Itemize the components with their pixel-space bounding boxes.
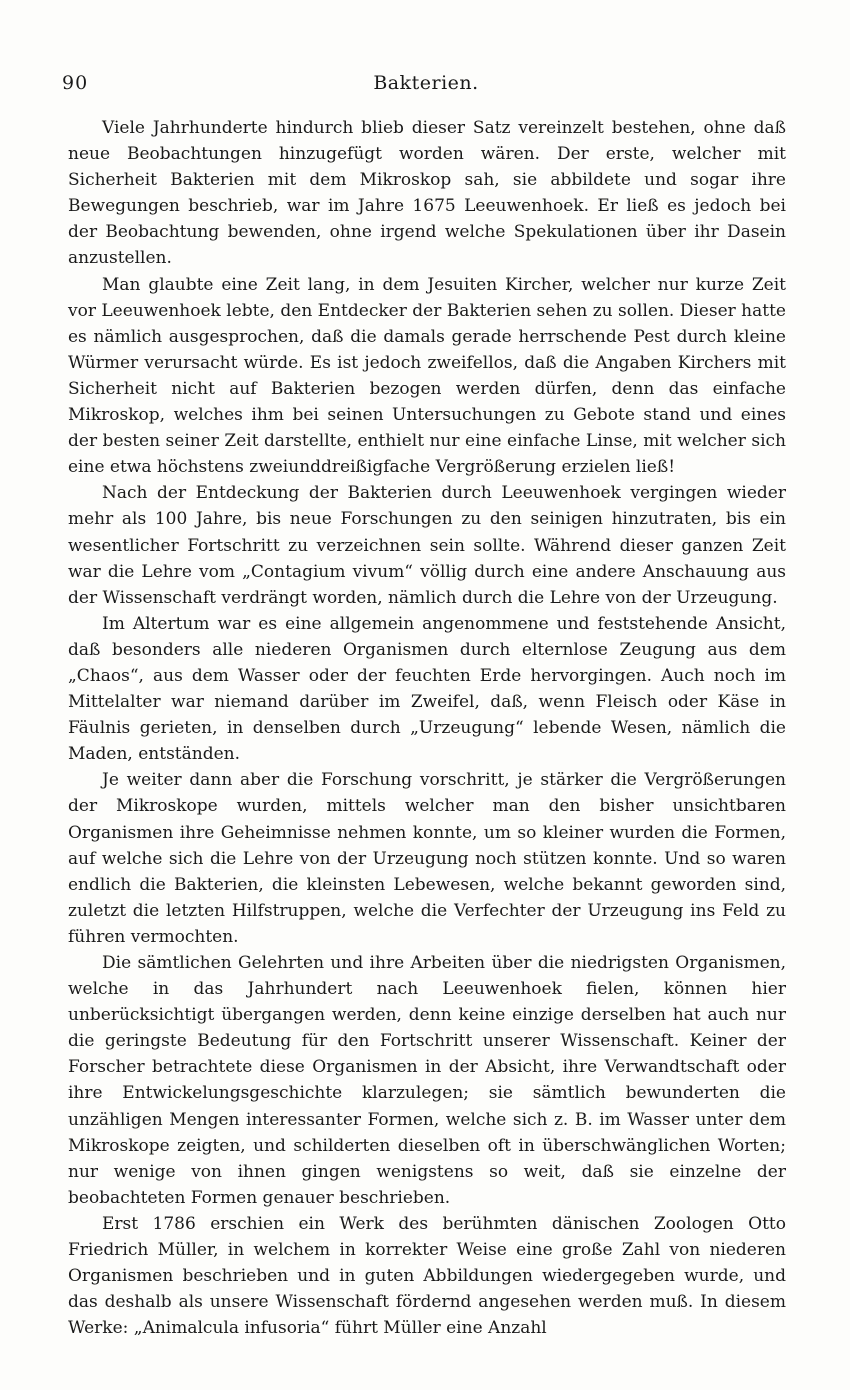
paragraph: Im Altertum war es eine allgemein angenommene und feststehende Ansicht, daß besonders alle niederen Organismen durch elternlose Zeugung aus dem „Chaos“, aus dem Wasser oder der feuchten Erde hervorgingen. Auch noch im Mittelalter war niemand darüber im Zweifel, daß, wenn Fleisch oder Käse in Fäulnis gerieten, in denselben durch „Urzeugung“ lebende Wesen, nämlich die Maden, entständen. [68,613,786,765]
paragraph: Man glaubte eine Zeit lang, in dem Jesuiten Kircher, welcher nur kurze Zeit vor Leeuwenhoek lebte, den Entdecker der Bakterien sehen zu sollen. Dieser hatte es nämlich ausgesprochen, daß die damals gerade herrschende Pest durch kleine Würmer verursacht würde. Es ist jedoch zweifellos, daß die Angaben Kirchers mit Sicherheit nicht auf Bakterien bezogen werden dürfen, denn das einfache Mikroskop, welches ihm bei seinen Untersuchungen zu Gebote stand und eines der besten seiner Zeit darstellte, enthielt nur eine einfache Linse, mit welcher sich eine etwa höchstens zweiunddreißigfache Vergrößerung erzielen ließ! [68,274,786,478]
body-text [68,115,786,1341]
paragraph: Erst 1786 erschien ein Werk des berühmten dänischen Zoologen Otto Friedrich Müller, in welchem in korrekter Weise eine große Zahl von niederen Organismen beschrieben und in guten Abbildungen wiedergegeben wurde, und das deshalb als unsere Wissenschaft fördernd angesehen werden muß. In diesem Werke: „Animalcula infusoria“ führt Müller eine Anzahl [68,1213,786,1339]
page-header [62,72,790,100]
running-title: Bakterien. [373,72,479,94]
paragraph: Je weiter dann aber die Forschung vorschritt, je stärker die Vergrößerungen der Mikroskope wurden, mittels welcher man den bisher unsichtbaren Organismen ihre Geheimnisse nehmen konnte, um so kleiner wurden die Formen, auf welche sich die Lehre von der Urzeugung noch stützen konnte. Und so waren endlich die Bakterien, die kleinsten Lebewesen, welche bekannt geworden sind, zuletzt die letzten Hilfstruppen, welche die Verfechter der Urzeugung ins Feld zu führen vermochten. [68,770,786,947]
page-number: 90 [62,72,89,94]
paragraph: Viele Jahrhunderte hindurch blieb dieser Satz vereinzelt bestehen, ohne daß neue Beobachtungen hinzugefügt worden wären. Der erste, welcher mit Sicherheit Bakterien mit dem Mikroskop sah, sie abbildete und sogar ihre Bewegungen beschrieb, war im Jahre 1675 Leeuwenhoek. Er ließ es jedoch bei der Beobachtung bewenden, ohne irgend welche Spekulationen über ihr Dasein anzustellen. [68,118,786,269]
paragraph: Nach der Entdeckung der Bakterien durch Leeuwenhoek vergingen wieder mehr als 100 Jahre, bis neue Forschungen zu den seinigen hinzutraten, bis ein wesentlicher Fortschritt zu verzeichnen sein sollte. Während dieser ganzen Zeit war die Lehre vom „Contagium vivum“ völlig durch eine andere Anschauung aus der Wissenschaft verdrängt worden, nämlich durch die Lehre von der Urzeugung. [68,483,786,608]
paragraph: Die sämtlichen Gelehrten und ihre Arbeiten über die niedrigsten Organismen, welche in das Jahrhundert nach Leeuwenhoek fielen, können hier unberücksichtigt übergangen werden, denn keine einzige derselben hat auch nur die geringste Bedeutung für den Fortschritt unserer Wissenschaft. Keiner der Forscher betrachtete diese Organismen in der Absicht, ihre Verwandtschaft oder ihre Entwickelungsgeschichte klarzulegen; sie sämtlich bewunderten die unzähligen Mengen interessanter Formen, welche sich z. B. im Wasser unter dem Mikroskope zeigten, und schilderten dieselben oft in überschwänglichen Worten; nur wenige von ihnen gingen wenigstens so weit, daß sie einzelne der beobachteten Formen genauer beschrieben. [68,953,786,1208]
